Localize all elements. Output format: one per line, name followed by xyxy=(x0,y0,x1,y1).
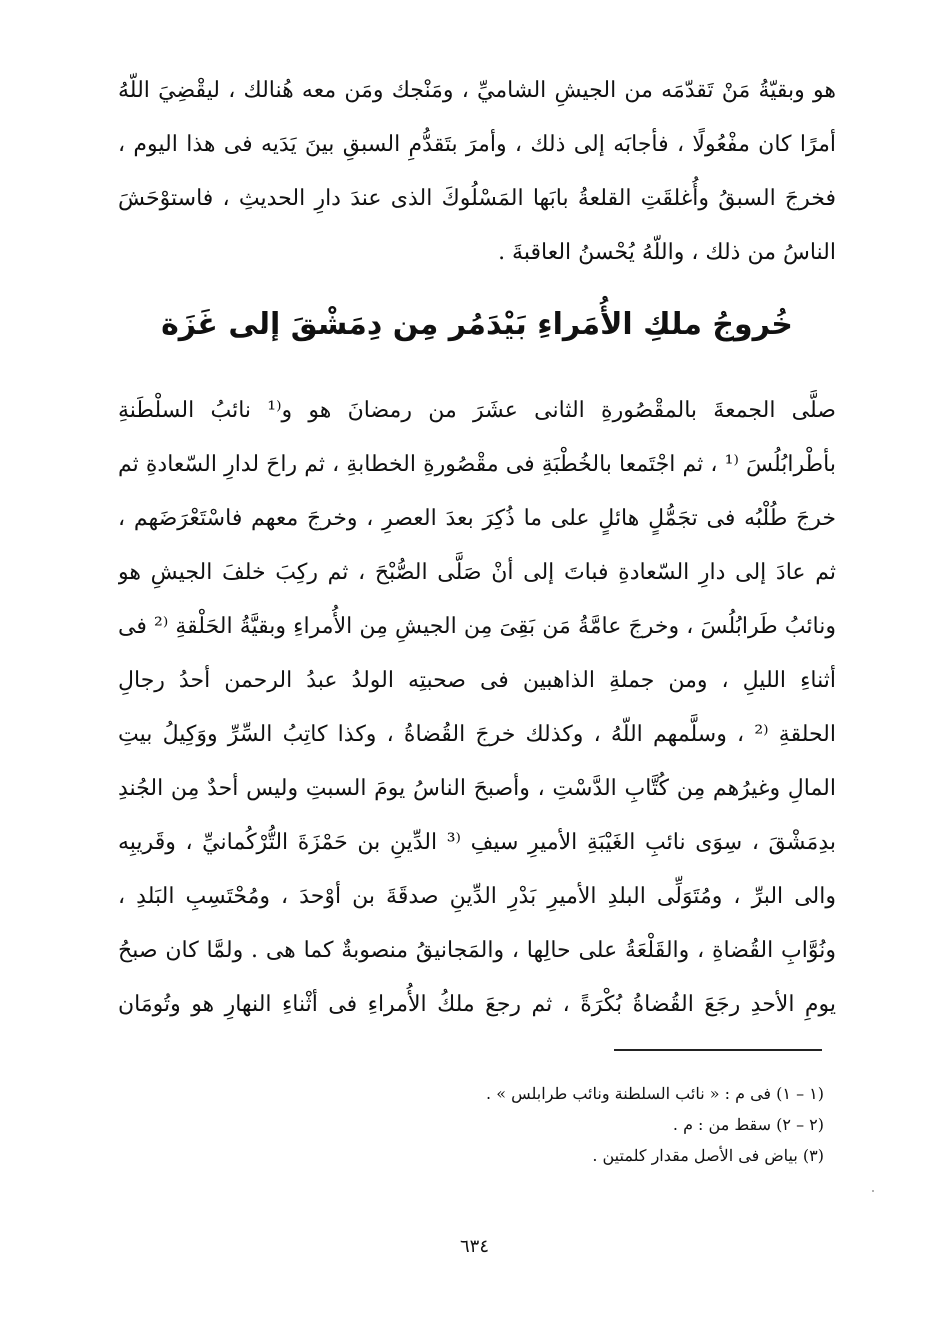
text-line: بأطْرابُلُسَ ⁽¹ ، ثم اجْتَمعا بالخُطْبَةِ فى مقْصُورةِ الخطابةِ ، ثم راحَ لدارِ السّعادةِ ثم xyxy=(118,452,836,477)
text-line: خرجَ طُلْبُه فى تجَمُّلٍ هائلٍ على ما ذُكِرَ بعدَ العصرِ ، وخرجَ معهم فاسْتَعْرَضَهم ، xyxy=(118,506,836,531)
section-heading: خُروجُ ملكِ الأُمَراءِ بَيْدَمُر مِن دِمَشْقَ إلى غَزَة xyxy=(161,307,793,342)
text-line: الناسُ من ذلك ، واللّهُ يُحْسنُ العاقبةَ . xyxy=(498,240,836,265)
body-paragraph xyxy=(118,384,836,1032)
footnotes xyxy=(300,1078,824,1171)
text-line: الحلقةِ ⁽² ، وسلَّمهم اللّهُ ، وكذلك خرجَ القُضاةُ ، وكذا كاتِبُ السِّرِّ ووَكِيلُ بيتِ xyxy=(118,722,836,747)
text-line: صلَّى الجمعةَ بالمقْصُورةِ الثانى عشَرَ من رمضانَ هو و⁽¹ نائبُ السلْطَنةِ xyxy=(118,398,836,423)
text-line: ثم عادَ إلى دارِ السّعادةِ فباتَ إلى أنْ صَلَّى الصُّبْحَ ، ثم ركِبَ خلفَ الجيشِ هو xyxy=(118,560,836,585)
text-line: أثناءِ الليلِ ، ومن جملةِ الذاهبين فى صحبتِه الولدُ عبدُ الرحمن أحدُ رجالِ xyxy=(118,668,836,693)
text-line: هو وبقيّةُ مَنْ تَقدّمَه من الجيشِ الشاميِّ ، ومَنْجك ومَن معه هُنالك ، ليقْضِيَ اللّهُ xyxy=(118,78,836,103)
text-line: فخرجَ السبقُ وأُغلقَتِ القلعةُ بابَها المَسْلُوكَ الذى عندَ دارِ الحديثِ ، فاستوْحَشَ xyxy=(118,186,836,211)
intro-paragraph xyxy=(118,64,836,280)
scan-speck xyxy=(872,1190,874,1192)
footnote-separator xyxy=(614,1049,822,1051)
text-line: بدِمَشْقَ ، سِوَى نائبِ الغَيْبَةِ الأميرِ سيفِ ⁽³ الدِّينِ بن حَمْزَةَ التُّرْكُمانيِّ ، وقَريبِه xyxy=(118,830,836,855)
text-line: يومِ الأحدِ رجَعَ القُضاةُ بُكْرَةً ، ثم رجعَ ملكُ الأُمراءِ فى أثْناءِ النهارِ هو وتُومَان xyxy=(118,992,836,1017)
text-line: ونائبُ طَرابُلُسَ ، وخرجَ عامَّةُ مَن بَقِىَ مِن الجيشِ مِن الأُمراءِ وبقيَّةُ الحَلْقةِ ⁽² فى xyxy=(118,614,836,639)
text-line: أمرًا كان مفْعُولًا ، فأجابَه إلى ذلك ، وأمرَ بتَقدُّمِ السبقِ بينَ يَدَيه فى هذا اليوم ، xyxy=(118,132,836,157)
page-number: ٦٣٤ xyxy=(459,1236,489,1257)
footnote: (٢ – ٢) سقط من : م . xyxy=(672,1115,824,1134)
footnote: (٣) بياض فى الأصل مقدار كلمتين . xyxy=(592,1146,824,1165)
text-line: ونُوَّابِ القُضاةِ ، والقَلْعَةُ على حالِها ، والمَجانيقُ منصوبةٌ كما هى . ولمَّا كان صبحُ xyxy=(118,938,836,963)
text-line: المالِ وغيرُهم مِن كُتَّابِ الدَّسْتِ ، وأصبحَ الناسُ يومَ السبتِ وليس أحدٌ مِن الجُندِ xyxy=(118,776,836,801)
footnote: (١ – ١) فى م : « نائب السلطنة ونائب طرابلس » . xyxy=(486,1084,824,1103)
text-line: والى البرِّ ، ومُتَوَلِّى البلدِ الأميرِ بَدْرِ الدِّينِ صدقَةَ بن أوْحدَ ، ومُحْتَسِبِ البَلدِ ، xyxy=(118,884,836,909)
